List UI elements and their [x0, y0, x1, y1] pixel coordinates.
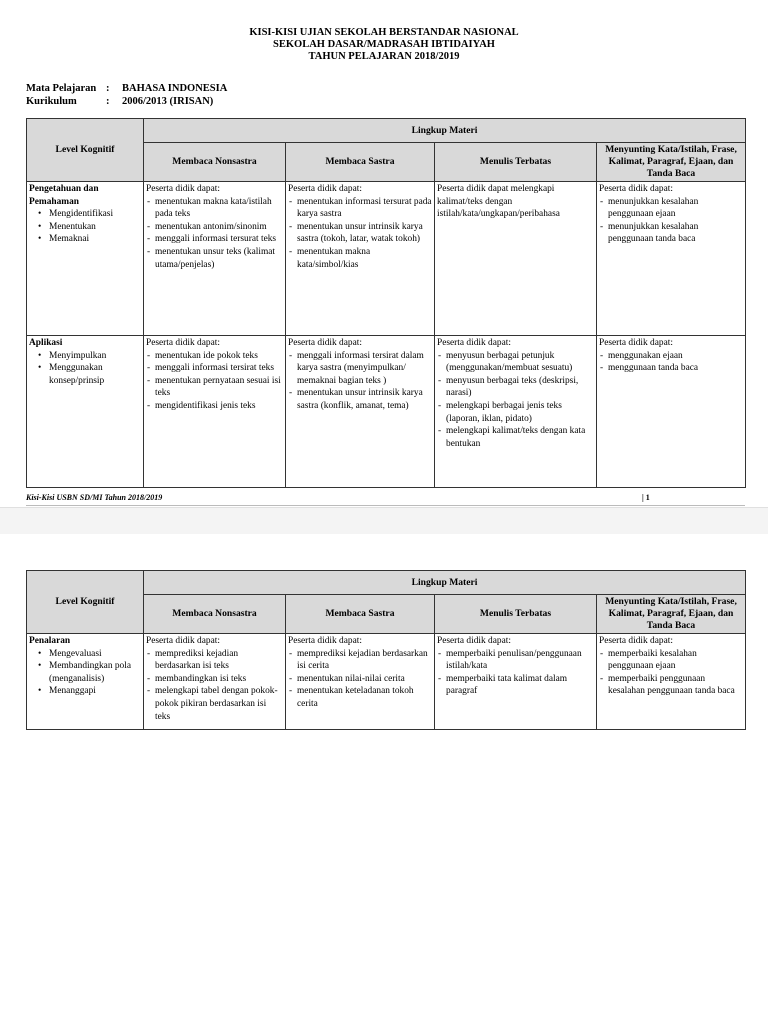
list-item: - menggali informasi tersirat teks	[155, 362, 283, 375]
cell-intro: Peserta didik dapat melengkapi kalimat/teks dengan istilah/kata/ungkapan/peribahasa	[437, 184, 560, 220]
cell-item-list	[599, 196, 743, 246]
cell-item-list	[146, 196, 283, 272]
content-cell	[144, 634, 286, 730]
col-header-sastra: Membaca Sastra	[286, 143, 435, 182]
level-cell	[27, 182, 144, 336]
list-item: - menentukan makna kata/istilah pada teks	[155, 196, 283, 221]
page-separator	[0, 507, 768, 535]
level-bullet-item: • Membandingkan pola (menganalisis)	[49, 660, 141, 685]
table-row	[27, 182, 746, 336]
header-line-3: TAHUN PELAJARAN 2018/2019	[308, 51, 460, 62]
footer-text: Kisi-Kisi USBN SD/MI Tahun 2018/2019	[26, 493, 163, 502]
level-bullet-item: • Mengidentifikasi	[49, 208, 141, 221]
content-cell	[286, 336, 435, 488]
cell-item-list	[437, 648, 594, 698]
level-bullet-item: • Menentukan	[49, 221, 141, 234]
level-cell	[27, 336, 144, 488]
curriculum-label: Kurikulum	[26, 96, 77, 107]
list-item: - menentukan unsur intrinsik karya sastra (konflik, amanat, tema)	[297, 387, 432, 412]
curriculum-value: 2006/2013 (IRISAN)	[122, 96, 214, 107]
colon: :	[106, 83, 110, 94]
page-footer	[26, 493, 745, 503]
cell-item-list	[288, 196, 432, 272]
level-bullet-item: • Menanggapi	[49, 685, 141, 698]
list-item: - menyusun berbagai petunjuk (menggunakan/membuat sesuatu)	[446, 350, 594, 375]
list-item: - menunjukkan kesalahan penggunaan tanda baca	[608, 221, 743, 246]
cell-intro: Peserta didik dapat:	[288, 636, 362, 646]
list-item: - menentukan keteladanan tokoh cerita	[297, 685, 432, 710]
level-title: Penalaran	[29, 636, 71, 646]
cell-item-list	[437, 350, 594, 451]
col-header-sastra: Membaca Sastra	[286, 595, 435, 634]
level-cell	[27, 634, 144, 730]
col-header-menyunting: Menyunting Kata/Istilah, Frase, Kalimat, Paragraf, Ejaan, dan Tanda Baca	[597, 595, 746, 634]
cell-item-list	[599, 648, 743, 698]
list-item: - menentukan unsur teks (kalimat utama/penjelas)	[155, 246, 283, 271]
list-item: - menentukan nilai-nilai cerita	[297, 673, 432, 686]
level-header: Level Kognitif	[27, 119, 144, 182]
cell-intro: Peserta didik dapat:	[437, 338, 511, 348]
col-header-menulis: Menulis Terbatas	[435, 595, 597, 634]
cell-intro: Peserta didik dapat:	[288, 184, 362, 194]
cell-item-list	[146, 350, 283, 413]
document-header	[0, 27, 768, 63]
content-cell	[286, 182, 435, 336]
cell-intro: Peserta didik dapat:	[146, 338, 220, 348]
table-row	[27, 634, 746, 730]
level-bullet-list	[29, 350, 141, 388]
content-cell	[144, 182, 286, 336]
list-item: - melengkapi kalimat/teks dengan kata bentukan	[446, 425, 594, 450]
list-item: - menentukan makna kata/simbol/kias	[297, 246, 432, 271]
cell-intro: Peserta didik dapat:	[288, 338, 362, 348]
level-bullet-item: • Menggunakan konsep/prinsip	[49, 362, 141, 387]
cell-item-list	[146, 648, 283, 724]
col-header-nonsastra: Membaca Nonsastra	[144, 143, 286, 182]
level-bullet-list	[29, 648, 141, 698]
list-item: - melengkapi tabel dengan pokok-pokok pikiran berdasarkan isi teks	[155, 685, 283, 723]
list-item: - membandingkan isi teks	[155, 673, 283, 686]
cell-intro: Peserta didik dapat:	[437, 636, 511, 646]
level-bullet-item: • Memaknai	[49, 233, 141, 246]
content-cell	[435, 336, 597, 488]
cell-intro: Peserta didik dapat:	[599, 636, 673, 646]
col-header-menulis: Menulis Terbatas	[435, 143, 597, 182]
list-item: - menggunakan ejaan	[608, 350, 743, 363]
page-number: | 1	[642, 493, 650, 502]
header-line-1: KISI-KISI UJIAN SEKOLAH BERSTANDAR NASIONAL	[249, 27, 519, 38]
list-item: - mengidentifikasi jenis teks	[155, 400, 283, 413]
content-cell	[144, 336, 286, 488]
list-item: - memprediksi kejadian berdasarkan isi cerita	[297, 648, 432, 673]
content-cell	[435, 634, 597, 730]
list-item: - memperbaiki penulisan/penggunaan istilah/kata	[446, 648, 594, 673]
cell-intro: Peserta didik dapat:	[599, 184, 673, 194]
col-header-menyunting: Menyunting Kata/Istilah, Frase, Kalimat, Paragraf, Ejaan, dan Tanda Baca	[597, 143, 746, 182]
content-cell	[597, 634, 746, 730]
level-header: Level Kognitif	[27, 571, 144, 634]
document-meta	[26, 82, 227, 108]
scope-header: Lingkup Materi	[144, 119, 746, 143]
list-item: - menggali informasi tersurat teks	[155, 233, 283, 246]
level-title: Pengetahuan dan Pemahaman	[29, 184, 99, 207]
level-bullet-item: • Menyimpulkan	[49, 350, 141, 363]
subject-label: Mata Pelajaran	[26, 83, 97, 94]
content-cell	[597, 182, 746, 336]
list-item: - menunjukkan kesalahan penggunaan ejaan	[608, 196, 743, 221]
list-item: - memperbaiki penggunaan kesalahan penggunaan tanda baca	[608, 673, 743, 698]
content-cell	[286, 634, 435, 730]
list-item: - menggunaan tanda baca	[608, 362, 743, 375]
colon: :	[106, 96, 110, 107]
list-item: - memperbaiki kesalahan penggunaan ejaan	[608, 648, 743, 673]
list-item: - menentukan pernyataan sesuai isi teks	[155, 375, 283, 400]
col-header-nonsastra: Membaca Nonsastra	[144, 595, 286, 634]
list-item: - menentukan informasi tersurat pada karya sastra	[297, 196, 432, 221]
list-item: - menyusun berbagai teks (deskripsi, narasi)	[446, 375, 594, 400]
content-cell	[597, 336, 746, 488]
kisi-kisi-table-1	[26, 118, 746, 488]
scope-header: Lingkup Materi	[144, 571, 746, 595]
cell-item-list	[599, 350, 743, 375]
list-item: - menggali informasi tersirat dalam karya sastra (menyimpulkan/ memaknai bagian teks )	[297, 350, 432, 388]
subject-value: BAHASA INDONESIA	[122, 83, 228, 94]
document-page-1	[0, 0, 768, 507]
cell-intro: Peserta didik dapat:	[599, 338, 673, 348]
kisi-kisi-table-2	[26, 570, 746, 730]
level-bullet-item: • Mengevaluasi	[49, 648, 141, 661]
content-cell	[435, 182, 597, 336]
list-item: - memprediksi kejadian berdasarkan isi teks	[155, 648, 283, 673]
footer-divider	[26, 505, 745, 506]
level-title: Aplikasi	[29, 338, 63, 348]
list-item: - menentukan ide pokok teks	[155, 350, 283, 363]
level-bullet-list	[29, 208, 141, 246]
list-item: - menentukan unsur intrinsik karya sastra (tokoh, latar, watak tokoh)	[297, 221, 432, 246]
cell-intro: Peserta didik dapat:	[146, 184, 220, 194]
cell-intro: Peserta didik dapat:	[146, 636, 220, 646]
list-item: - melengkapi berbagai jenis teks (laporan, iklan, pidato)	[446, 400, 594, 425]
cell-item-list	[288, 350, 432, 413]
list-item: - menentukan antonim/sinonim	[155, 221, 283, 234]
list-item: - memperbaiki tata kalimat dalam paragraf	[446, 673, 594, 698]
header-line-2: SEKOLAH DASAR/MADRASAH IBTIDAIYAH	[273, 39, 495, 50]
cell-item-list	[288, 648, 432, 711]
table-row	[27, 336, 746, 488]
